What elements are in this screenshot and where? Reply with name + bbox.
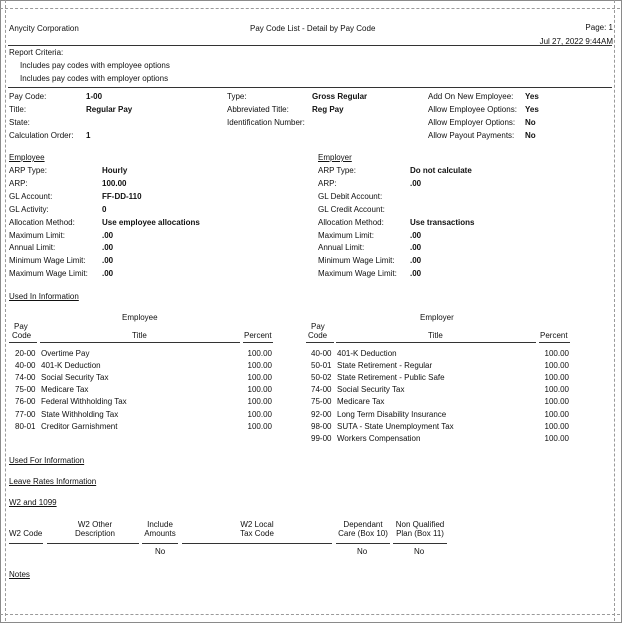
col-rule (306, 342, 334, 343)
employee-detail-label: Annual Limit: (9, 243, 56, 252)
percent-cell: 100.00 (544, 361, 569, 370)
employee-detail-value: Hourly (102, 166, 128, 175)
criteria-line: Includes pay codes with employee options (20, 61, 170, 70)
non-qualified-value: No (414, 547, 425, 556)
employee-detail-label: Minimum Wage Limit: (9, 256, 86, 265)
employer-detail-label: GL Credit Account: (318, 205, 385, 214)
col-rule (47, 543, 139, 544)
title-cell: Federal Withholding Tax (41, 397, 127, 406)
col-pay-label: Pay (311, 322, 325, 331)
non-qualified-header: Plan (Box 11) (396, 529, 444, 538)
employer-detail-value: .00 (410, 243, 422, 252)
employee-detail-label: Allocation Method: (9, 218, 75, 227)
include-amounts-value: No (155, 547, 166, 556)
percent-cell: 100.00 (247, 410, 272, 419)
col-rule (9, 543, 43, 544)
employee-detail-value: 0 (102, 205, 107, 214)
pay-code-cell: 76-00 (15, 397, 36, 406)
title-cell: State Retirement - Regular (337, 361, 433, 370)
col-rule (393, 543, 447, 544)
col-rule (9, 342, 37, 343)
calc-order-value: 1 (86, 131, 91, 140)
title-cell: Medicare Tax (337, 397, 385, 406)
pay-code-cell: 50-02 (311, 373, 332, 382)
title-cell: SUTA - State Unemployment Tax (337, 422, 454, 431)
col-percent-label: Percent (244, 331, 272, 340)
employee-detail-value: .00 (102, 256, 114, 265)
dependant-care-header: Care (Box 10) (338, 529, 388, 538)
col-rule (40, 342, 240, 343)
col-title-label: Title (132, 331, 147, 340)
addon-value: Yes (525, 92, 539, 101)
page-margin-right (614, 0, 615, 621)
employer-detail-label: Annual Limit: (318, 243, 365, 252)
report-title: Pay Code List - Detail by Pay Code (250, 24, 376, 33)
col-title-label: Title (428, 331, 443, 340)
employer-detail-label: Maximum Wage Limit: (318, 269, 397, 278)
state-label: State: (9, 118, 30, 127)
employer-detail-label: Maximum Limit: (318, 231, 375, 240)
percent-cell: 100.00 (247, 361, 272, 370)
col-code-label: Code (308, 331, 328, 340)
employee-detail-value: .00 (102, 243, 114, 252)
abbr-title-value: Reg Pay (312, 105, 344, 114)
pay-code-cell: 74-00 (15, 373, 36, 382)
percent-cell: 100.00 (247, 397, 272, 406)
employee-detail-label: Maximum Limit: (9, 231, 66, 240)
dependant-care-value: No (357, 547, 368, 556)
employer-detail-label: Allocation Method: (318, 218, 384, 227)
col-percent-label: Percent (540, 331, 568, 340)
pay-code-cell: 74-00 (311, 385, 332, 394)
employee-detail-label: Maximum Wage Limit: (9, 269, 88, 278)
employee-detail-label: ARP Type: (9, 166, 47, 175)
allow-employee-label: Allow Employee Options: (428, 105, 517, 114)
percent-cell: 100.00 (247, 422, 272, 431)
employee-detail-label: GL Activity: (9, 205, 49, 214)
title-cell: State Withholding Tax (41, 410, 119, 419)
employee-detail-value: Use employee allocations (102, 218, 200, 227)
company-name: Anycity Corporation (9, 24, 79, 33)
pay-code-label: Pay Code: (9, 92, 47, 101)
employer-detail-value: Do not calculate (410, 166, 472, 175)
w2-other-header: Description (74, 529, 115, 538)
notes-heading: Notes (9, 570, 30, 579)
title-label: Title: (9, 105, 27, 114)
used-in-employer-title: Employer (420, 313, 454, 322)
allow-payout-value: No (525, 131, 536, 140)
employee-detail-label: ARP: (9, 179, 28, 188)
employer-detail-value: Use transactions (410, 218, 475, 227)
w2-local-header: W2 Local (240, 520, 274, 529)
divider (8, 87, 612, 88)
allow-employer-value: No (525, 118, 536, 127)
include-amounts-header: Amounts (144, 529, 176, 538)
employee-detail-value: .00 (102, 269, 114, 278)
title-cell: Social Security Tax (41, 373, 109, 382)
pay-code-cell: 40-00 (311, 349, 332, 358)
pay-code-cell: 99-00 (311, 434, 332, 443)
w2-other-header: W2 Other (77, 520, 113, 529)
percent-cell: 100.00 (544, 434, 569, 443)
col-pay-label: Pay (14, 322, 28, 331)
leave-rates-heading: Leave Rates Information (9, 477, 97, 486)
dependant-care-header: Dependant (343, 520, 383, 529)
employer-detail-label: ARP Type: (318, 166, 356, 175)
pay-code-value: 1-00 (86, 92, 103, 101)
divider (8, 45, 612, 46)
employee-heading: Employee (9, 153, 45, 162)
used-for-heading: Used For Information (9, 456, 85, 465)
pay-code-cell: 92-00 (311, 410, 332, 419)
title-cell: State Retirement - Public Safe (337, 373, 445, 382)
pay-code-cell: 77-00 (15, 410, 36, 419)
title-cell: Workers Compensation (337, 434, 421, 443)
type-label: Type: (227, 92, 247, 101)
employer-detail-label: Minimum Wage Limit: (318, 256, 395, 265)
employee-detail-value: 100.00 (102, 179, 127, 188)
w2-local-header: Tax Code (240, 529, 274, 538)
calc-order-label: Calculation Order: (9, 131, 74, 140)
pay-code-cell: 50-01 (311, 361, 332, 370)
percent-cell: 100.00 (544, 422, 569, 431)
page-margin-left (5, 0, 6, 621)
abbr-title-label: Abbreviated Title: (227, 105, 289, 114)
employer-detail-value: .00 (410, 231, 422, 240)
used-in-employee-title: Employee (122, 313, 158, 322)
percent-cell: 100.00 (544, 385, 569, 394)
used-in-heading: Used In Information (9, 292, 79, 301)
col-rule (182, 543, 332, 544)
pay-code-cell: 20-00 (15, 349, 36, 358)
percent-cell: 100.00 (247, 349, 272, 358)
id-number-label: Identification Number: (227, 118, 305, 127)
col-rule (336, 543, 390, 544)
percent-cell: 100.00 (247, 385, 272, 394)
percent-cell: 100.00 (544, 410, 569, 419)
percent-cell: 100.00 (247, 373, 272, 382)
pay-code-cell: 40-00 (15, 361, 36, 370)
employer-heading: Employer (318, 153, 352, 162)
employee-detail-label: GL Account: (9, 192, 53, 201)
pay-code-cell: 98-00 (311, 422, 332, 431)
col-rule (336, 342, 536, 343)
addon-label: Add On New Employee: (428, 92, 514, 101)
page-margin-top (0, 8, 620, 9)
employee-detail-value: .00 (102, 231, 114, 240)
title-cell: Medicare Tax (41, 385, 89, 394)
allow-payout-label: Allow Payout Payments: (428, 131, 515, 140)
w2-heading: W2 and 1099 (9, 498, 57, 507)
col-rule (243, 342, 273, 343)
w2-code-header: W2 Code (9, 529, 43, 538)
allow-employer-label: Allow Employer Options: (428, 118, 516, 127)
pay-code-cell: 75-00 (15, 385, 36, 394)
title-cell: 401-K Deduction (41, 361, 101, 370)
page-number: Page: 1 (585, 23, 613, 32)
criteria-line: Includes pay codes with employer options (20, 74, 169, 83)
employer-detail-value: .00 (410, 179, 422, 188)
employer-detail-value: .00 (410, 269, 422, 278)
percent-cell: 100.00 (544, 397, 569, 406)
col-code-label: Code (12, 331, 32, 340)
report-date: Jul 27, 2022 9:44AM (539, 37, 613, 46)
employer-detail-label: ARP: (318, 179, 337, 188)
title-cell: Overtime Pay (41, 349, 90, 358)
type-value: Gross Regular (312, 92, 368, 101)
title-cell: 401-K Deduction (337, 349, 397, 358)
employer-detail-label: GL Debit Account: (318, 192, 383, 201)
pay-code-cell: 75-00 (311, 397, 332, 406)
percent-cell: 100.00 (544, 349, 569, 358)
non-qualified-header: Non Qualified (395, 520, 445, 529)
allow-employee-value: Yes (525, 105, 539, 114)
percent-cell: 100.00 (544, 373, 569, 382)
pay-code-cell: 80-01 (15, 422, 36, 431)
employee-detail-value: FF-DD-110 (102, 192, 142, 201)
title-cell: Social Security Tax (337, 385, 405, 394)
employer-detail-value: .00 (410, 256, 422, 265)
title-cell: Creditor Garnishment (41, 422, 118, 431)
title-value: Regular Pay (86, 105, 133, 114)
title-cell: Long Term Disability Insurance (337, 410, 447, 419)
col-rule (539, 342, 570, 343)
col-rule (142, 543, 178, 544)
criteria-label: Report Criteria: (9, 48, 64, 57)
include-amounts-header: Include (147, 520, 173, 529)
page-margin-bottom (0, 614, 620, 615)
